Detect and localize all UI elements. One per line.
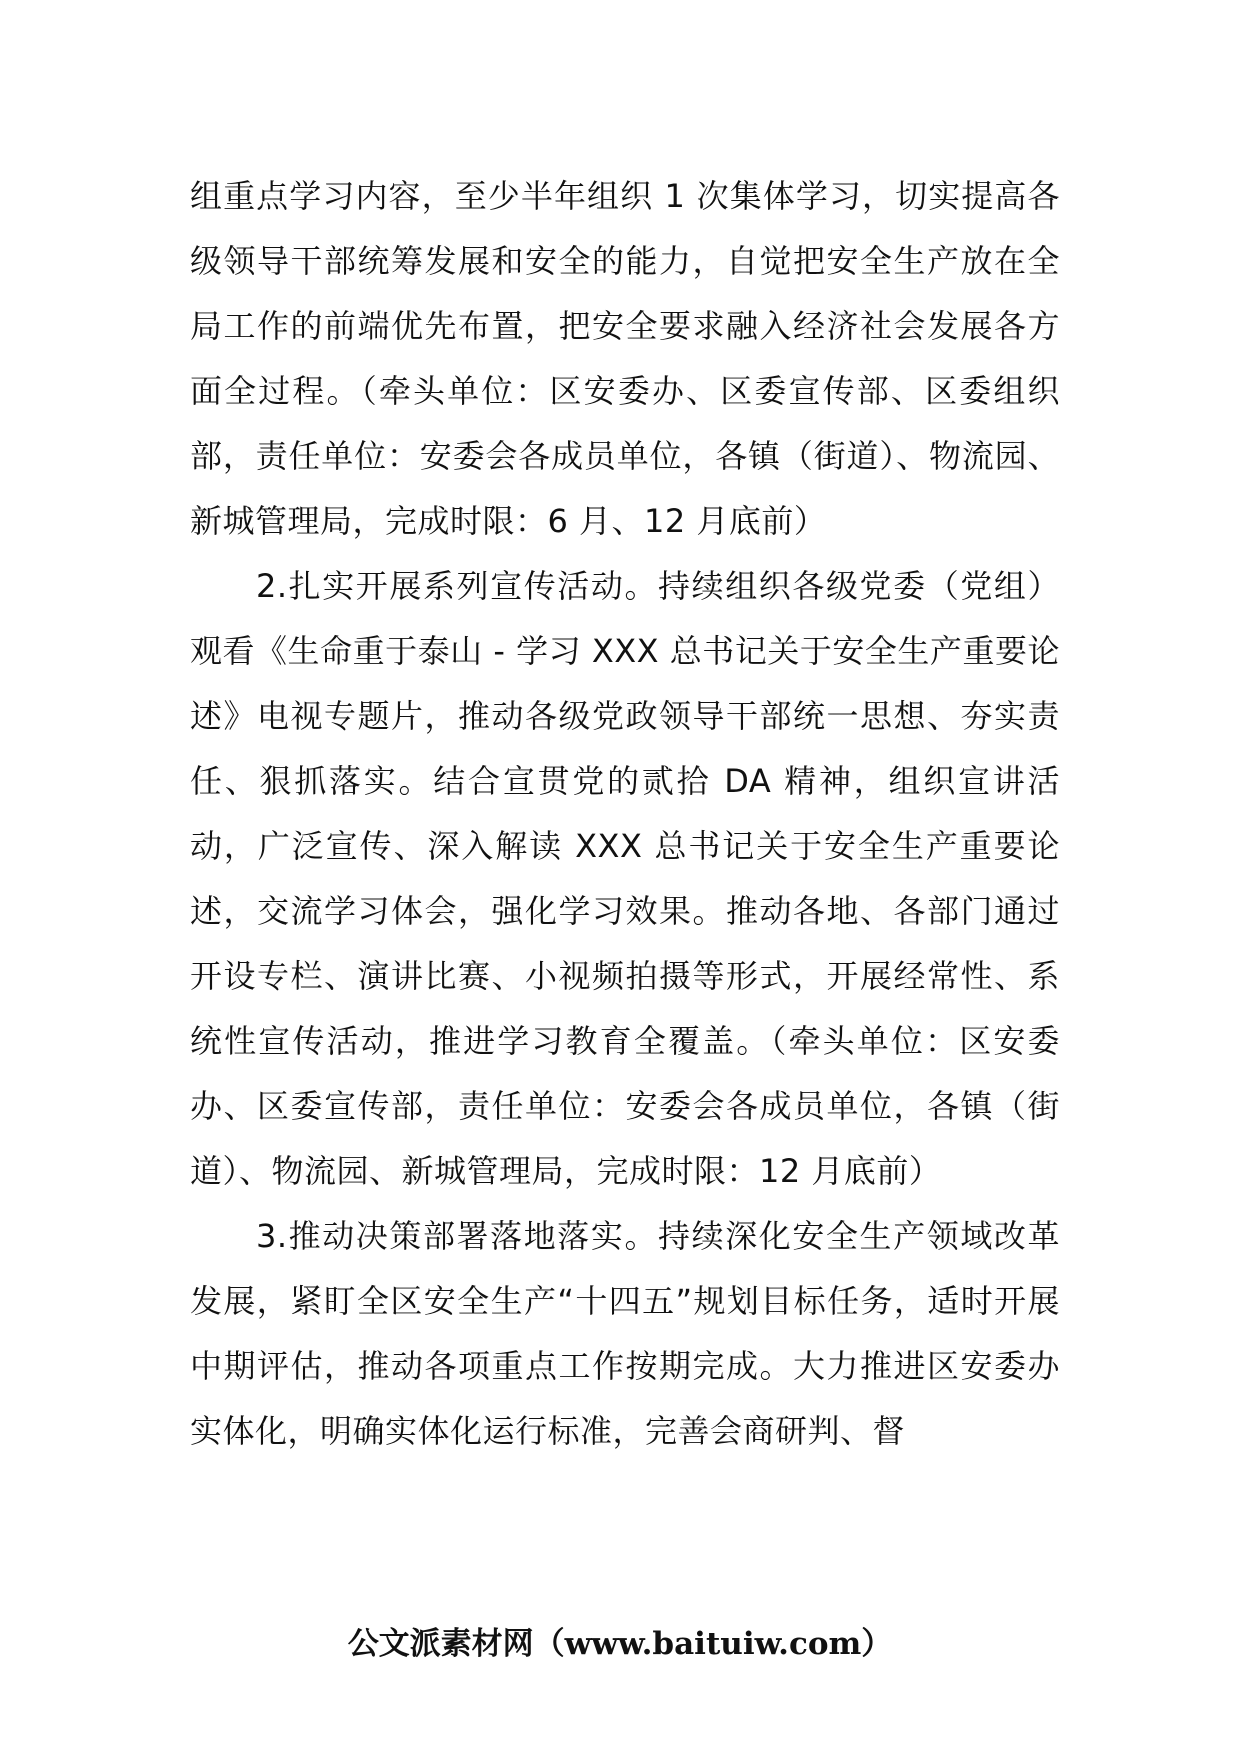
footer-watermark-text: 公文派素材网（www.baituiw.com）: [347, 1626, 893, 1662]
paragraph-decision-implementation: 3.推动决策部署落地落实。持续深化安全生产领域改革发展，紧盯全区安全生产“十四五”规划目标任务，适时开展中期评估，推动各项重点工作按期完成。大力推进区安委办实体化，明确实体化运行标准，完善会商研判、督: [190, 1217, 1060, 1450]
document-body: [190, 164, 1060, 1464]
paragraph-study-content: 组重点学习内容，至少半年组织 1 次集体学习，切实提高各级领导干部统筹发展和安全的能力，自觉把安全生产放在全局工作的前端优先布置，把安全要求融入经济社会发展各方面全过程。（牵头单位：区安委办、区委宣传部、区委组织部，责任单位：安委会各成员单位，各镇（街道）、物流园、新城管理局，完成时限：6 月、12 月底前）: [190, 177, 1060, 540]
paragraph-publicity-activities: 2.扎实开展系列宣传活动。持续组织各级党委（党组）观看《生命重于泰山 - 学习 XXX 总书记关于安全生产重要论述》电视专题片，推动各级党政领导干部统一思想、夯实责任、狠抓落实。结合宣贯党的贰拾 DA 精神，组织宣讲活动，广泛宣传、深入解读 XXX 总书记关于安全生产重要论述，交流学习体会，强化学习效果。推动各地、各部门通过开设专栏、演讲比赛、小视频拍摄等形式，开展经常性、系统性宣传活动，推进学习教育全覆盖。（牵头单位：区安委办、区委宣传部，责任单位：安委会各成员单位，各镇（街道）、物流园、新城管理局，完成时限：12 月底前）: [190, 567, 1060, 1190]
